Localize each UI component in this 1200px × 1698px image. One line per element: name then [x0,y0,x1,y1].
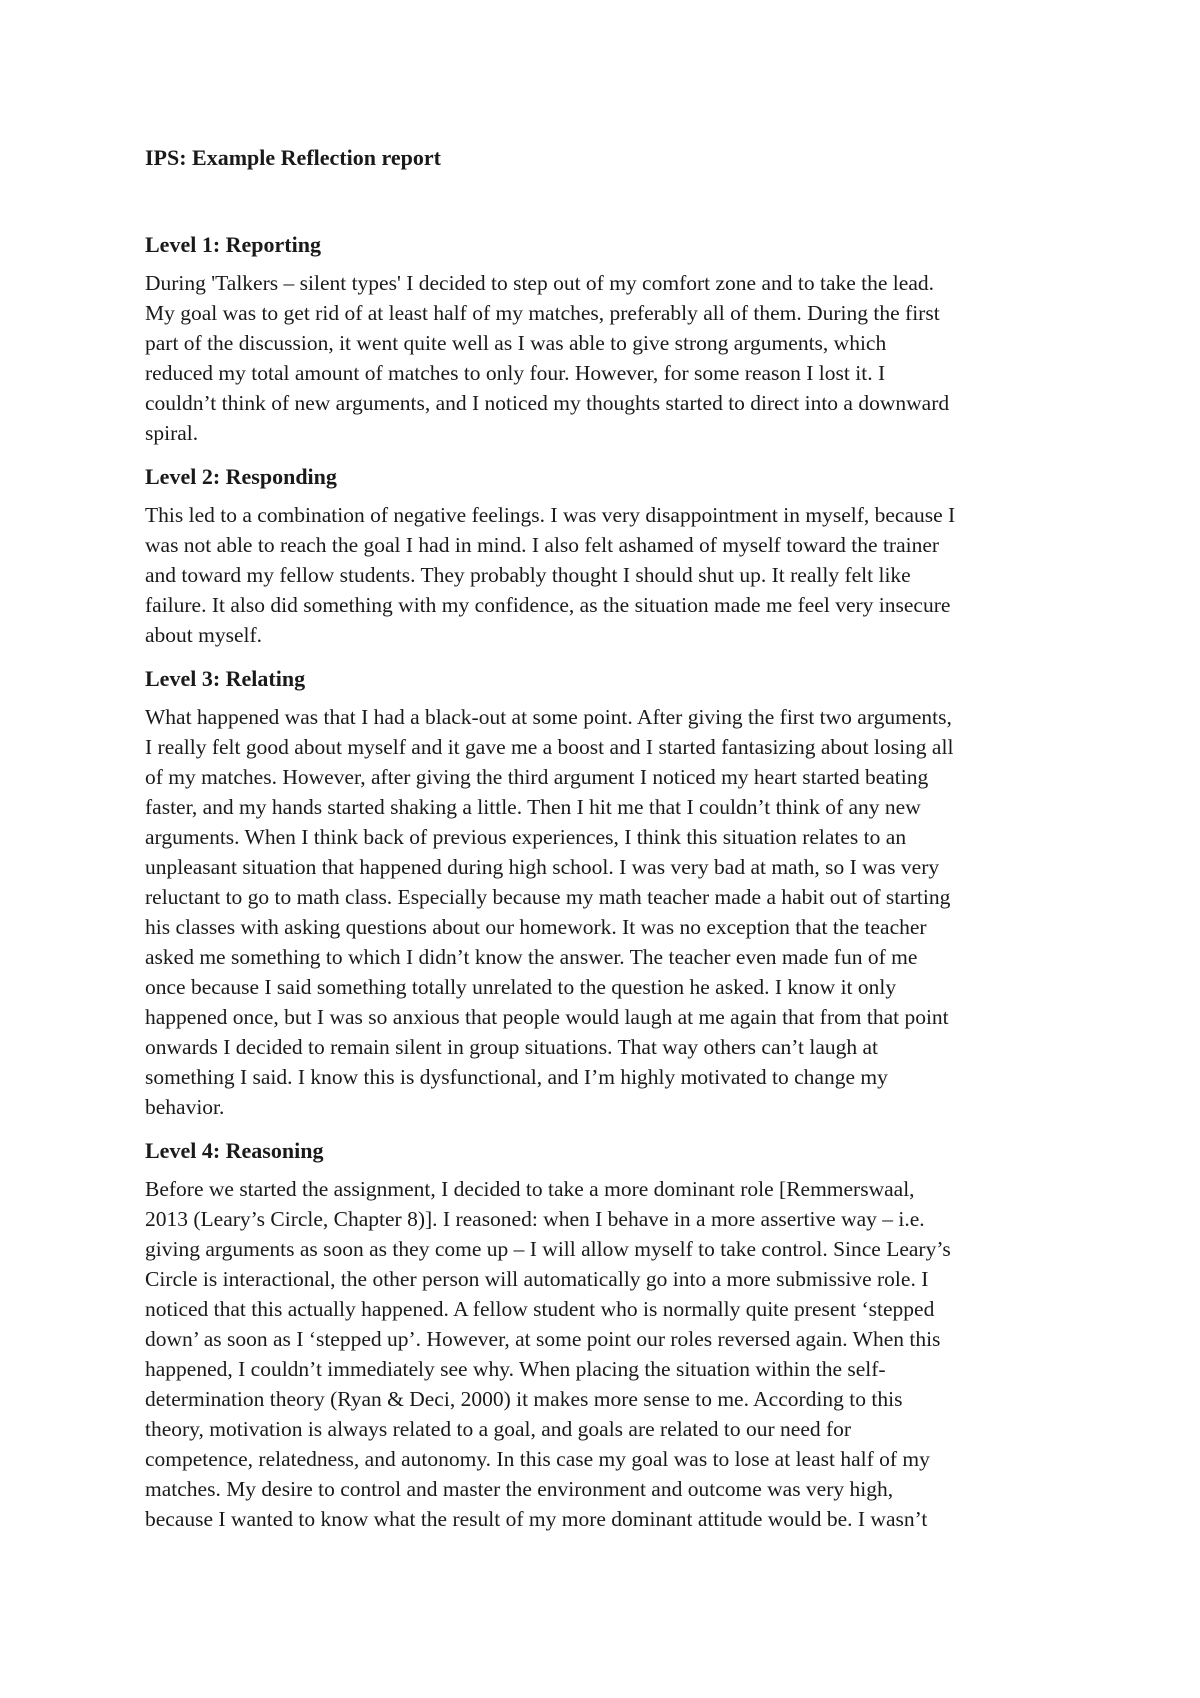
paragraph-line: faster, and my hands started shaking a little. Then I hit me that I couldn’t think of any new [145,795,921,819]
paragraph-line: onwards I decided to remain silent in group situations. That way others can’t laugh at [145,1035,879,1059]
paragraph-line: spiral. [145,421,199,445]
paragraph-line: once because I said something totally unrelated to the question he asked. I know it only [145,975,897,999]
paragraph-line: down’ as soon as I ‘stepped up’. However, at some point our roles reversed again. When this [145,1327,941,1351]
paragraph-line: reduced my total amount of matches to only four. However, for some reason I lost it. I [145,361,886,385]
document-body [145,143,1065,1548]
paragraph-line: giving arguments as soon as they come up – I will allow myself to take control. Since Leary’s [145,1237,951,1261]
section-paragraph-level-2 [145,500,1065,650]
paragraph-line: something I said. I know this is dysfunctional, and I’m highly motivated to change my [145,1065,888,1089]
section-level-1 [145,230,1065,448]
section-heading-level-3: Level 3: Relating [145,666,306,691]
paragraph-line: of my matches. However, after giving the third argument I noticed my heart started beating [145,765,929,789]
paragraph-line: During 'Talkers – silent types' I decided to step out of my comfort zone and to take the lead. [145,271,934,295]
paragraph-line: Before we started the assignment, I decided to take a more dominant role [Remmerswaal, [145,1177,915,1201]
section-paragraph-level-1 [145,268,1065,448]
paragraph-line: I really felt good about myself and it gave me a boost and I started fantasizing about losing all [145,735,954,759]
paragraph-line: matches. My desire to control and master the environment and outcome was very high, [145,1477,894,1501]
paragraph-line: determination theory (Ryan & Deci, 2000) it makes more sense to me. According to this [145,1387,903,1411]
paragraph-line: behavior. [145,1095,225,1119]
paragraph-line: What happened was that I had a black-out at some point. After giving the first two arguments, [145,705,952,729]
paragraph-line: because I wanted to know what the result of my more dominant attitude would be. I wasn’t [145,1507,928,1531]
paragraph-line: 2013 (Leary’s Circle, Chapter 8)]. I reasoned: when I behave in a more assertive way – i.e. [145,1207,925,1231]
paragraph-line: asked me something to which I didn’t know the answer. The teacher even made fun of me [145,945,918,969]
section-heading-level-4: Level 4: Reasoning [145,1138,324,1163]
paragraph-line: was not able to reach the goal I had in mind. I also felt ashamed of myself toward the trainer [145,533,940,557]
paragraph-line: and toward my fellow students. They probably thought I should shut up. It really felt like [145,563,911,587]
paragraph-line: This led to a combination of negative feelings. I was very disappointment in myself, because I [145,503,956,527]
paragraph-line: failure. It also did something with my confidence, as the situation made me feel very insecure [145,593,951,617]
paragraph-line: about myself. [145,623,263,647]
paragraph-line: happened once, but I was so anxious that people would laugh at me again that from that point [145,1005,949,1029]
section-heading-level-2: Level 2: Responding [145,464,337,489]
paragraph-line: reluctant to go to math class. Especially because my math teacher made a habit out of starting [145,885,951,909]
paragraph-line: unpleasant situation that happened during high school. I was very bad at math, so I was very [145,855,940,879]
paragraph-line: couldn’t think of new arguments, and I noticed my thoughts started to direct into a downward [145,391,950,415]
section-level-3 [145,664,1065,1122]
document-title: IPS: Example Reflection report [145,145,441,170]
paragraph-line: noticed that this actually happened. A fellow student who is normally quite present ‘stepped [145,1297,935,1321]
section-heading-level-1: Level 1: Reporting [145,232,321,257]
section-level-2 [145,462,1065,650]
section-paragraph-level-3 [145,702,1065,1122]
paragraph-line: My goal was to get rid of at least half of my matches, preferably all of them. During the first [145,301,940,325]
paragraph-line: happened, I couldn’t immediately see why. When placing the situation within the self- [145,1357,886,1381]
paragraph-line: arguments. When I think back of previous experiences, I think this situation relates to an [145,825,907,849]
section-level-4 [145,1136,1065,1534]
paragraph-line: part of the discussion, it went quite well as I was able to give strong arguments, which [145,331,887,355]
paragraph-line: Circle is interactional, the other person will automatically go into a more submissive role. I [145,1267,929,1291]
paragraph-line: theory, motivation is always related to a goal, and goals are related to our need for [145,1417,852,1441]
paragraph-line: his classes with asking questions about our homework. It was no exception that the teacher [145,915,927,939]
paragraph-line: competence, relatedness, and autonomy. In this case my goal was to lose at least half of my [145,1447,930,1471]
section-paragraph-level-4 [145,1174,1065,1534]
